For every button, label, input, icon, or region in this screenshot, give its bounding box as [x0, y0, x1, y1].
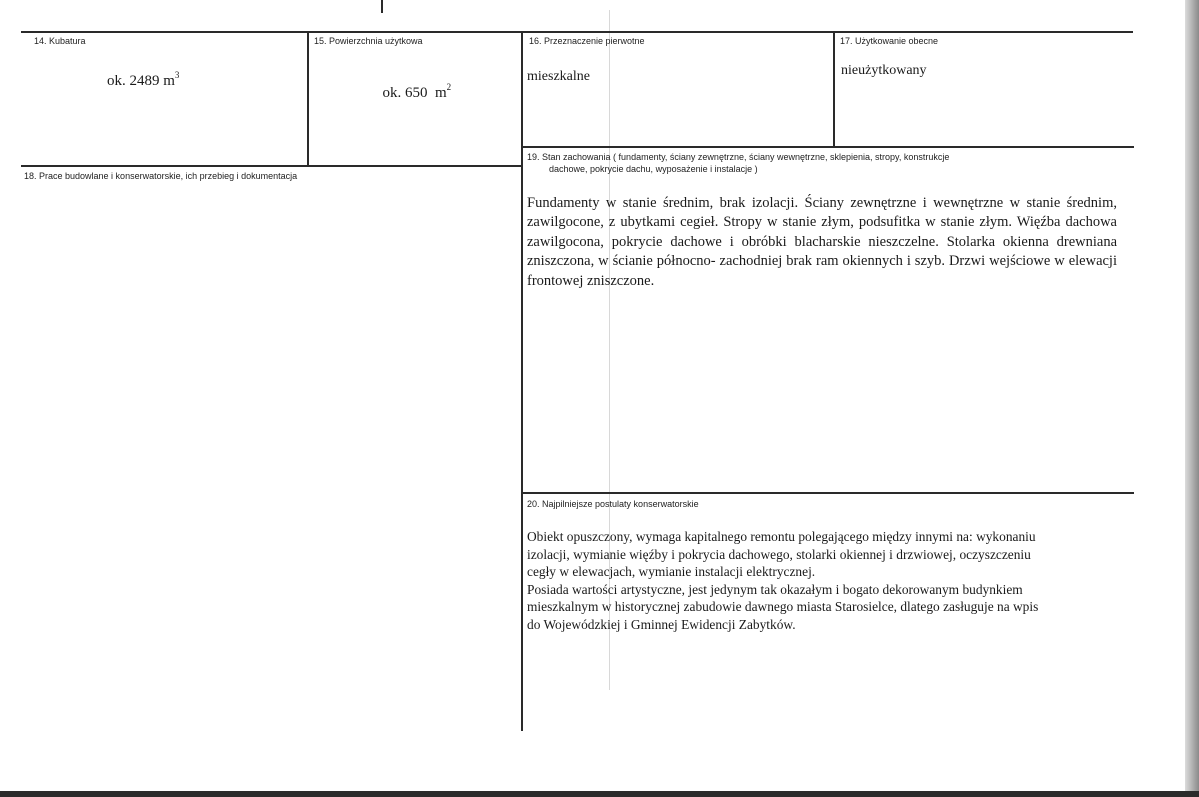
- top-stub-line: [381, 0, 383, 13]
- scan-bottom-edge: [0, 791, 1199, 797]
- row18-top-border: [21, 165, 521, 167]
- przeznaczenie-label: 16. Przeznaczenie pierwotne: [529, 36, 645, 46]
- postulaty-line: Posiada wartości artystyczne, jest jedynym tak okazałym i bogato dekorowanym budynkiem: [527, 581, 1023, 597]
- scan-edge-shadow: [1185, 0, 1199, 797]
- powierzchnia-label: 15. Powierzchnia użytkowa: [314, 36, 423, 46]
- row20-top-border: [522, 492, 1134, 494]
- stan-label-line1: 19. Stan zachowania ( fundamenty, ściany zewnętrzne, ściany wewnętrzne, sklepienia, stropy, konstrukcje: [527, 152, 950, 162]
- postulaty-line: do Wojewódzkiej i Gminnej Ewidencji Zabytków.: [527, 616, 796, 632]
- kubatura-value-text: ok. 2489 m: [107, 73, 175, 89]
- kubatura-unit-exponent: 3: [174, 70, 180, 80]
- powierzchnia-value: [375, 66, 451, 102]
- divider-16-17: [833, 31, 835, 147]
- uzytkowanie-value: nieużytkowany: [841, 63, 927, 78]
- postulaty-line: mieszkalnym w historycznej zabudowie dawnego miasta Starosielce, dlatego zasługuje na wpis: [527, 599, 1039, 615]
- form-top-border: [21, 31, 1133, 33]
- divider-14-15: [307, 31, 309, 165]
- powierzchnia-value-text: ok. 650 m: [382, 85, 447, 101]
- postulaty-line: cegły w elewacjach, wymianie instalacji elektrycznej.: [527, 564, 816, 580]
- postulaty-line: Obiekt opuszczony, wymaga kapitalnego remontu polegającego między innymi na: wykonaniu: [527, 529, 1036, 544]
- prace-label: 18. Prace budowlane i konserwatorskie, ich przebieg i dokumentacja: [24, 171, 298, 181]
- przeznaczenie-value: mieszkalne: [527, 69, 590, 84]
- powierzchnia-unit-exponent: 2: [446, 82, 452, 92]
- kubatura-value: [107, 71, 179, 90]
- postulaty-line: izolacji, wymianie więźby i pokrycia dachowego, stolarki okiennej i drzwiowej, oczyszczeniu: [527, 546, 1031, 562]
- postulaty-description: [527, 528, 1127, 634]
- divider-15-16: [521, 31, 523, 731]
- stan-description: Fundamenty w stanie średnim, brak izolacji. Ściany zewnętrzne i wewnętrzne w stanie średnim, zawilgocone, z ubytkami cegieł. Stropy w stanie złym, podsufitka w stanie złym. Więźba dachowa zawilgocona, pokrycie dachowe i obróbki blacharskie nieszczelne. Stolarka okienna drewniana zniszczona, w ścianie północno- zachodniej brak ram okiennych i szyb. Drzwi wejściowe w elewacji frontowej zniszczone.: [527, 195, 1117, 289]
- row19-top-border: [522, 146, 1134, 148]
- uzytkowanie-label: 17. Użytkowanie obecne: [840, 36, 939, 46]
- postulaty-label: 20. Najpilniejsze postulaty konserwatorskie: [527, 499, 699, 509]
- kubatura-label: 14. Kubatura: [34, 36, 86, 46]
- stan-label-line2: dachowe, pokrycie dachu, wyposażenie i instalacje ): [549, 164, 758, 174]
